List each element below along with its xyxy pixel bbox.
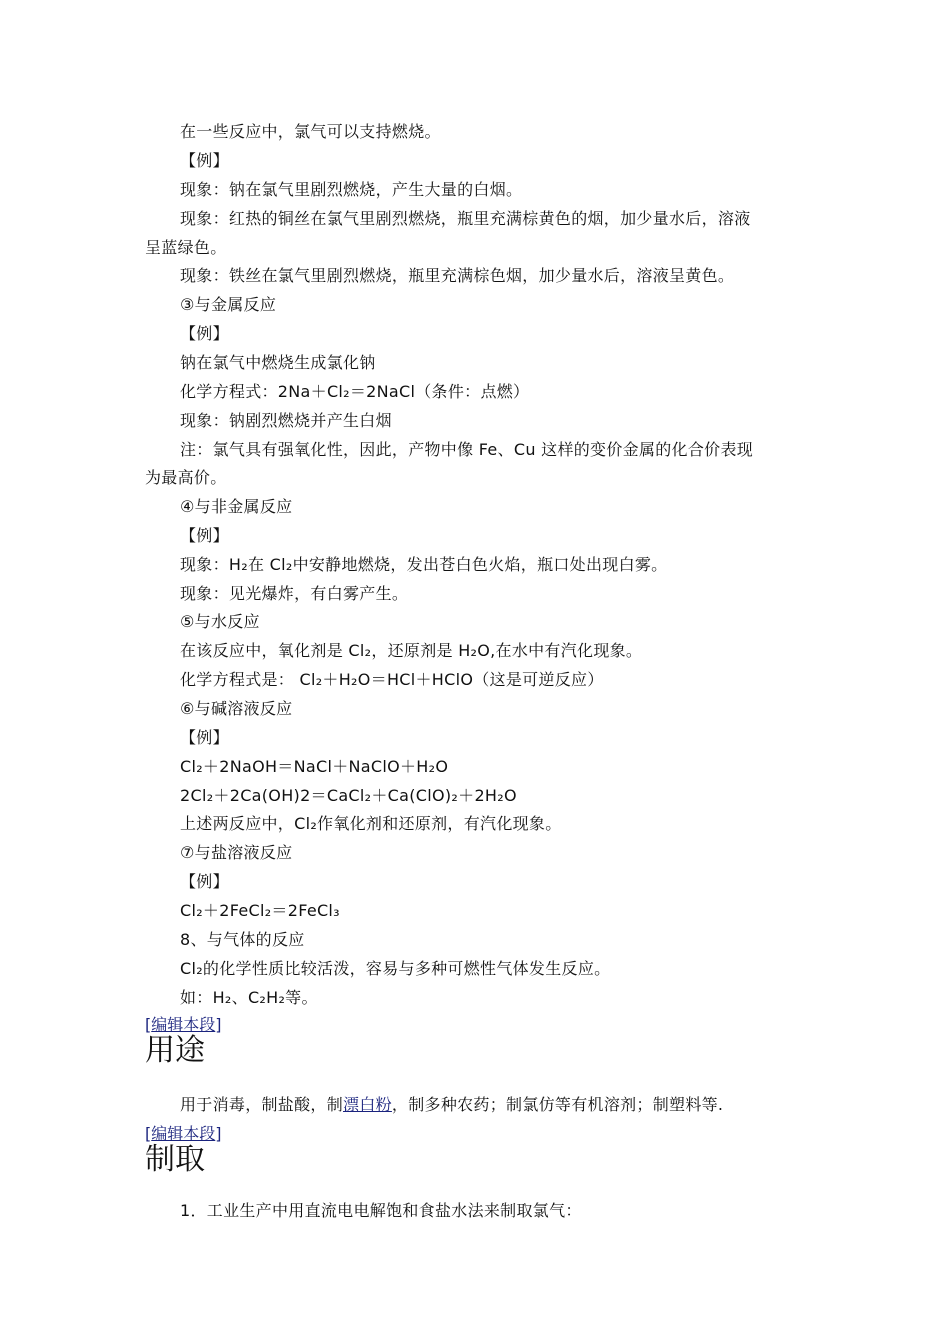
text-line: ⑤与水反应 <box>180 612 260 631</box>
text-line: 为最高价。 <box>145 468 227 487</box>
section-paragraph <box>180 1095 820 1115</box>
text-line: Cl₂＋2FeCl₂＝2FeCl₃ <box>180 901 340 920</box>
section-paragraph: 1．工业生产中用直流电电解饱和食盐水法来制取氯气： <box>180 1201 582 1220</box>
text-line: 现象：见光爆炸，有白雾产生。 <box>180 584 409 603</box>
edit-section-link[interactable]: [编辑本段] <box>145 1124 222 1143</box>
text-line: 在该反应中，氧化剂是 Cl₂，还原剂是 H₂O,在水中有汽化现象。 <box>180 641 643 660</box>
text-line: 【例】 <box>180 728 229 747</box>
edit-section-link[interactable]: [编辑本段] <box>145 1015 222 1034</box>
text-line: 现象：铁丝在氯气里剧烈燃烧，瓶里充满棕色烟，加少量水后，溶液呈黄色。 <box>180 266 735 285</box>
edit-section-label[interactable]: 编辑本段 <box>151 1015 216 1034</box>
text-line: Cl₂＋2NaOH＝NaCl＋NaClO＋H₂O <box>180 757 449 776</box>
text-line: 注：氯气具有强氧化性，因此，产物中像 Fe、Cu 这样的变价金属的化合价表现 <box>180 440 754 459</box>
section-title: 制取 <box>145 1142 205 1177</box>
edit-section-label[interactable]: 编辑本段 <box>151 1124 216 1143</box>
text-line: 上述两反应中，Cl₂作氧化剂和还原剂，有汽化现象。 <box>180 814 562 833</box>
text-line: Cl₂的化学性质比较活泼，容易与多种可燃性气体发生反应。 <box>180 959 611 978</box>
text-before-link: 用于消毒，制盐酸，制 <box>180 1095 344 1114</box>
text-line: 钠在氯气中燃烧生成氯化钠 <box>180 353 376 372</box>
text-line: 在一些反应中，氯气可以支持燃烧。 <box>180 122 441 141</box>
text-line: 化学方程式是： Cl₂＋H₂O＝HCl＋HClO（这是可逆反应） <box>180 670 604 689</box>
text-line: ④与非金属反应 <box>180 497 293 516</box>
text-line: 【例】 <box>180 324 229 343</box>
text-line: 现象：钠剧烈燃烧并产生白烟 <box>180 411 392 430</box>
text-line: 2Cl₂＋2Ca(OH)2＝CaCl₂＋Ca(ClO)₂＋2H₂O <box>180 786 517 805</box>
section-title: 用途 <box>145 1033 205 1068</box>
text-line: 现象：H₂在 Cl₂中安静地燃烧，发出苍白色火焰，瓶口处出现白雾。 <box>180 555 668 574</box>
text-line: 【例】 <box>180 872 229 891</box>
text-line: ⑦与盐溶液反应 <box>180 843 293 862</box>
text-line: ③与金属反应 <box>180 295 277 314</box>
text-line: 【例】 <box>180 151 229 170</box>
text-line: 现象：钠在氯气里剧烈燃烧，产生大量的白烟。 <box>180 180 523 199</box>
text-line: 8、与气体的反应 <box>180 930 305 949</box>
text-line: 【例】 <box>180 526 229 545</box>
text-line: 呈蓝绿色。 <box>145 238 227 257</box>
text-line: 如：H₂、C₂H₂等。 <box>180 988 318 1007</box>
text-line: ⑥与碱溶液反应 <box>180 699 293 718</box>
text-line: 化学方程式：2Na＋Cl₂＝2NaCl（条件：点燃） <box>180 382 530 401</box>
bleaching-powder-link[interactable]: 漂白粉 <box>343 1095 392 1114</box>
text-after-link: ，制多种农药；制氯仿等有机溶剂；制塑料等. <box>391 1095 724 1114</box>
text-line: 现象：红热的铜丝在氯气里剧烈燃烧，瓶里充满棕黄色的烟，加少量水后，溶液 <box>180 209 751 228</box>
